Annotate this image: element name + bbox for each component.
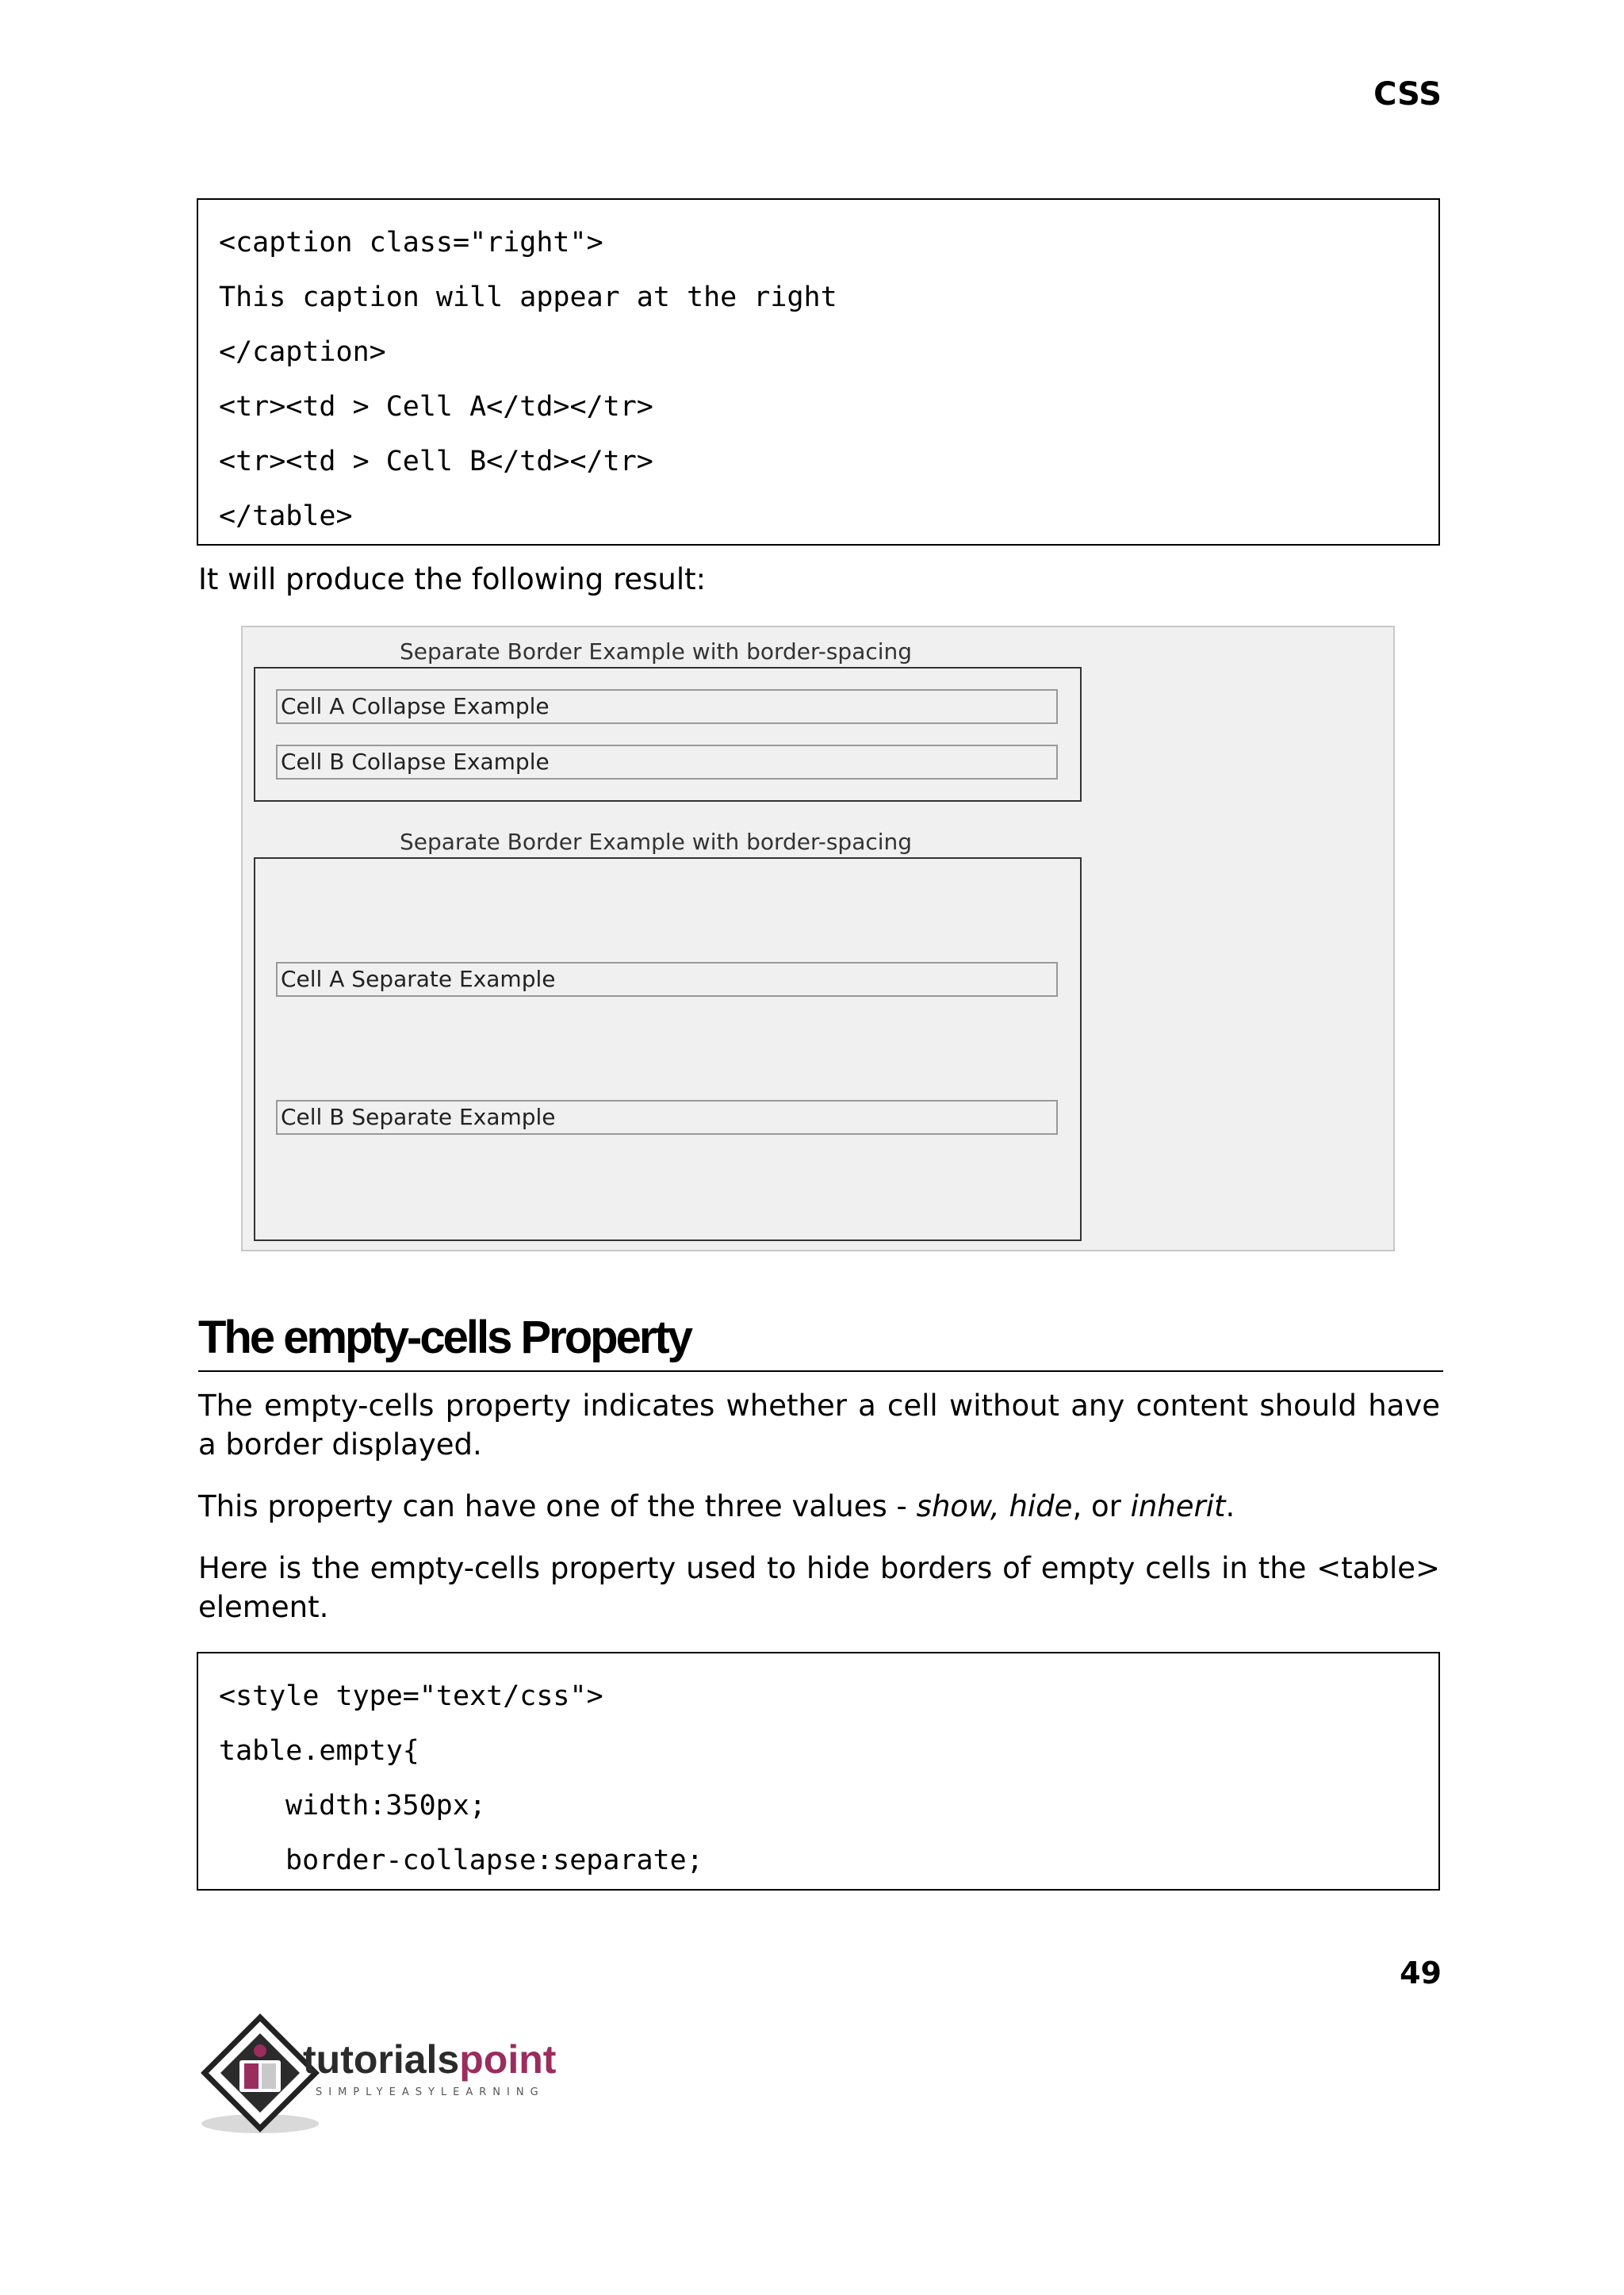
section-title: The empty-cells Property [198,1307,1443,1372]
result-screenshot [241,626,1395,1251]
logo-graphic [197,2013,609,2140]
table-cell: Cell B Collapse Example [276,745,1058,780]
value-inherit: inherit [1130,1489,1226,1523]
separate-example-table [254,857,1082,1241]
paragraph-text: . [1225,1489,1235,1523]
code-line: <tr><td > Cell A</td></tr> [219,391,653,423]
page-number: 49 [1400,1956,1442,1990]
code-line: </table> [219,500,353,532]
code-line: </caption> [219,336,386,368]
table-cell: Cell B Separate Example [276,1100,1058,1135]
svg-text:tutorialspoint: tutorialspoint [303,2037,557,2082]
header-label: CSS [1373,76,1442,113]
table-cell: Cell A Collapse Example [276,689,1058,724]
code-line: table.empty{ [219,1735,419,1767]
value-list: show, hide [916,1489,1073,1523]
code-line: <tr><td > Cell B</td></tr> [219,446,653,477]
code-line: border-collapse:separate; [285,1845,703,1876]
table-caption: Separate Border Example with border-spacing [399,638,913,665]
table-cell: Cell A Separate Example [276,962,1058,997]
code-line: <caption class="right"> [219,227,603,259]
paragraph-text: , or [1072,1489,1131,1523]
code-block [197,198,1440,546]
collapse-example-table [254,667,1082,802]
paragraph: Here is the empty-cells property used to hide borders of empty cells in the <table> element. [198,1551,1440,1624]
intro-text: It will produce the following result: [198,562,707,596]
code-line: width:350px; [285,1790,486,1822]
svg-text:SIMPLYEASYLEARNING: SIMPLYEASYLEARNING [316,2086,545,2098]
code-block [197,1652,1440,1891]
paragraph [198,1487,1440,1526]
paragraph-text: This property can have one of the three values - [198,1489,917,1523]
paragraph: The empty-cells property indicates whether a cell without any content should have a border displayed. [198,1389,1440,1462]
table-caption: Separate Border Example with border-spacing [399,829,913,855]
tutorialspoint-logo [197,2013,609,2140]
code-line: This caption will appear at the right [219,282,837,313]
code-line: <style type="text/css"> [219,1680,603,1712]
